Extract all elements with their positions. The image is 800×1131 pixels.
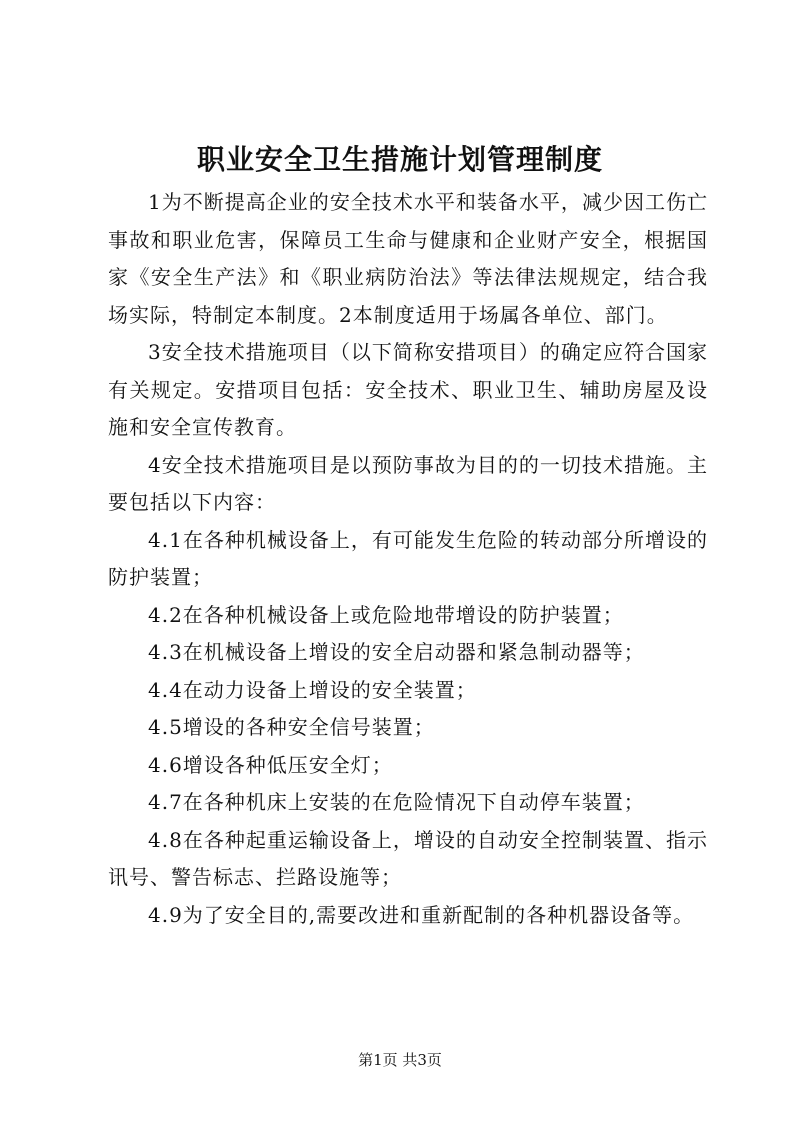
paragraph-4-8: 4.8在各种起重运输设备上，增设的自动安全控制装置、指示讯号、警告标志、拦路设施等； <box>108 827 708 889</box>
document-body <box>108 184 708 934</box>
paragraph-4-2: 4.2在各种机械设备上或危险地带增设的防护装置； <box>148 602 624 627</box>
paragraph-4-7: 4.7在各种机床上安装的在危险情况下自动停车装置； <box>148 790 645 814</box>
paragraph-4-3: 4.3在机械设备上增设的安全启动器和紧急制动器等； <box>148 640 645 664</box>
paragraph-1: 1为不断提高企业的安全技术水平和装备水平，减少因工伤亡事故和职业危害，保障员工生命与健康和企业财产安全，根据国家《安全生产法》和《职业病防治法》等法律法规规定，结合我场实际，特制定本制度。2本制度适用于场属各单位、部门。 <box>108 190 708 327</box>
paragraph-4-6: 4.6增设各种低压安全灯； <box>148 752 393 777</box>
paragraph-4-1: 4.1在各种机械设备上，有可能发生危险的转动部分所增设的防护装置； <box>108 527 708 589</box>
paragraph-2: 3安全技术措施项目（以下简称安措项目）的确定应符合国家有关规定。安措项目包括：安全技术、职业卫生、辅助房屋及设施和安全宣传教育。 <box>108 340 708 439</box>
document-title: 职业安全卫生措施计划管理制度 <box>196 143 603 176</box>
page-footer: 第1页 共3页 <box>358 1051 442 1069</box>
paragraph-4-9: 4.9为了安全目的,需要改进和重新配制的各种机器设备等。 <box>148 902 695 927</box>
paragraph-4-4: 4.4在动力设备上增设的安全装置； <box>148 677 477 702</box>
paragraph-4-5: 4.5增设的各种安全信号装置； <box>148 715 435 739</box>
paragraph-3: 4安全技术措施项目是以预防事故为目的的一切技术措施。主要包括以下内容： <box>108 452 708 514</box>
